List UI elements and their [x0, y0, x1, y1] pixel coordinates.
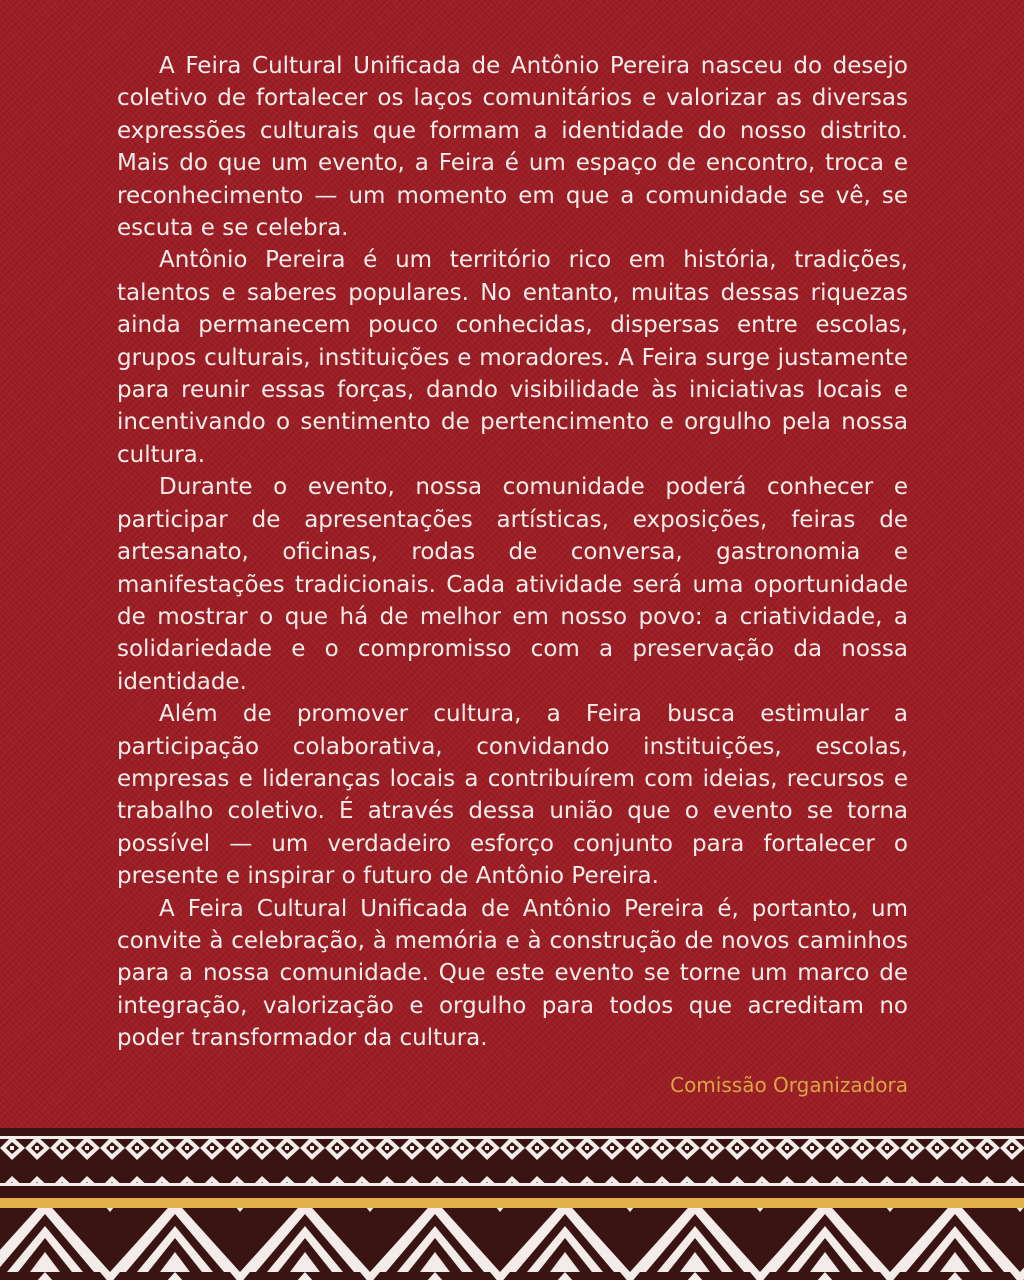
- letter-body: [117, 50, 908, 1099]
- ethnic-geometric-border: [0, 1128, 1024, 1280]
- paragraph-5: A Feira Cultural Unificada de Antônio Pereira é, portanto, um convite à celebração, à memória e à construção de novos caminhos para a nossa comunidade. Que este evento se torne um marco de integração, valorização e orgulho para todos que acreditam no poder transformador da cultura.: [117, 895, 908, 1052]
- paragraph-1: A Feira Cultural Unificada de Antônio Pereira nasceu do desejo coletivo de fortalecer os laços comunitários e valorizar as diversas expressões culturais que formam a identidade do nosso distrito. Mais do que um evento, a Feira é um espaço de encontro, troca e reconhecimento — um momento em que a comunidade se vê, se escuta e se celebra.: [117, 53, 908, 242]
- paragraph-2: Antônio Pereira é um território rico em história, tradições, talentos e saberes populares. No entanto, muitas dessas riquezas ainda permanecem pouco conhecidas, dispersas entre escolas, grupos culturais, instituições e moradores. A Feira surge justamente para reunir essas forças, dando visibilidade às iniciativas locais e incentivando o sentimento de pertencimento e orgulho pela nossa cultura.: [117, 247, 908, 468]
- paragraph-3: Durante o evento, nossa comunidade poderá conhecer e participar de apresentações artísticas, exposições, feiras de artesanato, oficinas, rodas de conversa, gastronomia e manifestações tradicionais. Cada atividade será uma oportunidade de mostrar o que há de melhor em nosso povo: a criatividade, a solidariedade e o compromisso com a preservação da nossa identidade.: [117, 474, 908, 695]
- signature: Comissão Organizadora: [670, 1072, 908, 1097]
- paragraph-4: Além de promover cultura, a Feira busca estimular a participação colaborativa, convidando instituições, escolas, empresas e lideranças locais a contribuírem com ideias, recursos e trabalho coletivo. É através dessa união que o evento se torna possível — um verdadeiro esforço conjunto para fortalecer o presente e inspirar o futuro de Antônio Pereira.: [117, 701, 908, 890]
